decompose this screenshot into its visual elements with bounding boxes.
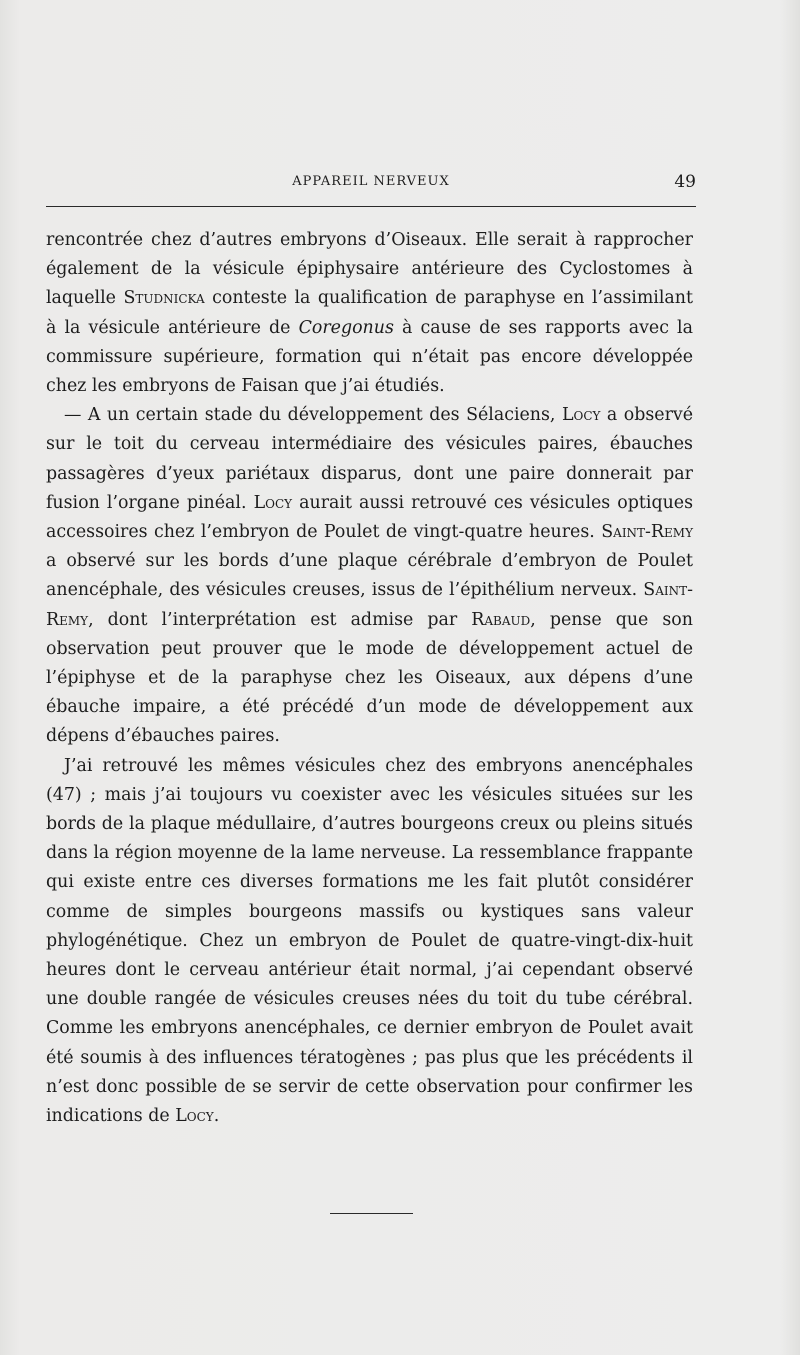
- author-name: Saint-Remy: [46, 580, 693, 630]
- text-run: — A un certain stade du développement des Sélaciens,: [64, 405, 562, 426]
- text-run: rencontrée chez d’autres embryons d’Oiseaux. Elle serait à rapprocher également de la vésicule épiphysaire antérieure des Cyclostomes à laquelle: [46, 230, 693, 309]
- author-name: Studnicka: [123, 288, 205, 309]
- body-text: [46, 226, 693, 1131]
- text-run: conteste la qualification de paraphyse en l’assimilant à la vésicule antérieure de: [46, 288, 693, 338]
- page-number: 49: [674, 172, 696, 192]
- paragraph: [46, 401, 693, 751]
- text-run: a observé sur le toit du cerveau intermédiaire des vésicules paires, ébauches passagères d’yeux pariétaux disparus, dont une paire donnerait par fusion l’organe pinéal.: [46, 405, 693, 513]
- paragraph: [46, 226, 693, 401]
- page-header: [46, 174, 696, 196]
- text-run: , dont l’interprétation est admise par: [88, 609, 472, 630]
- author-name: Locy: [253, 492, 293, 513]
- header-rule: [46, 206, 696, 207]
- text-run: , pense que son observation peut prouver que le mode de développement actuel de l’épiphyse et de la paraphyse chez les Oiseaux, aux dépens d’une ébauche impaire, a été précédé d’un mode de développement aux dépens d’ébauches paires.: [46, 609, 693, 747]
- author-name: Locy: [561, 405, 601, 426]
- end-rule: [330, 1213, 413, 1214]
- text-run: .: [213, 1106, 220, 1127]
- running-title: APPAREIL NERVEUX: [292, 174, 450, 189]
- text-run: à cause de ses rapports avec la commissure supérieure, formation qui n’était pas encore développée chez les embryons de Faisan que j’ai étudiés.: [46, 317, 693, 397]
- text-run: J’ai retrouvé les mêmes vésicules chez des embryons anencéphales (47) ; mais j’ai toujours vu coexister avec les vésicules situées sur les bords de la plaque médullaire, d’autres bourgeons creux ou pleins situés dans la région moyenne de la lame nerveuse. La ressemblance frappante qui existe entre ces diverses formations me les fait plutôt considérer comme de simples bourgeons massifs ou kystiques sans valeur phylogénétique. Chez un embryon de Poulet de quatre-vingt-dix-huit heures dont le cerveau antérieur était normal, j’ai cependant observé une double rangée de vésicules creuses nées du toit du tube cérébral. Comme les embryons anencéphales, ce dernier embryon de Poulet avait été soumis à des influences tératogènes ; pas plus que les précédents il n’est donc possible de se servir de cette observation pour confirmer les indications de: [46, 755, 693, 1127]
- author-name: Saint-Remy: [601, 522, 693, 543]
- paragraph: [46, 752, 693, 1132]
- author-name: Rabaud: [471, 609, 531, 630]
- taxon-name: Coregonus: [298, 317, 394, 338]
- author-name: Locy: [175, 1106, 214, 1127]
- text-run: aurait aussi retrouvé ces vésicules optiques accessoires chez l’embryon de Poulet de vingt-quatre heures.: [46, 492, 694, 543]
- text-run: a observé sur les bords d’une plaque cérébrale d’embryon de Poulet anencéphale, des vésicules creuses, issus de l’épithélium nerveux.: [46, 551, 693, 601]
